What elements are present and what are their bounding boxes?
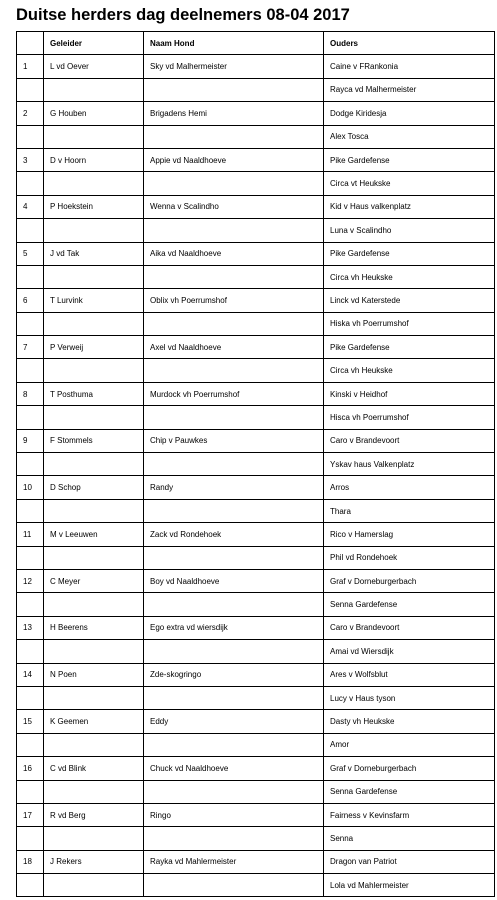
empty-cell: [17, 359, 44, 382]
parent-sire: Dasty vh Heukske: [324, 710, 495, 733]
table-row: [17, 523, 495, 546]
handler-name: T Posthuma: [44, 382, 144, 405]
parent-sire: Kinski v Heidhof: [324, 382, 495, 405]
dog-name: Oblix vh Poerrumshof: [144, 289, 324, 312]
empty-cell: [44, 78, 144, 101]
parent-sire: Caine v FRankonia: [324, 55, 495, 78]
parent-sire: Pike Gardefense: [324, 148, 495, 171]
parent-dam: Rayca vd Malhermeister: [324, 78, 495, 101]
empty-cell: [17, 640, 44, 663]
empty-cell: [44, 499, 144, 522]
handler-name: M v Leeuwen: [44, 523, 144, 546]
empty-cell: [144, 265, 324, 288]
table-row-sub: [17, 406, 495, 429]
empty-cell: [44, 265, 144, 288]
entry-number: 12: [17, 569, 44, 592]
handler-name: P Verweij: [44, 336, 144, 359]
parent-sire: Caro v Brandevoort: [324, 616, 495, 639]
parent-sire: Dragon van Patriot: [324, 850, 495, 873]
entry-number: 6: [17, 289, 44, 312]
empty-cell: [144, 640, 324, 663]
empty-cell: [17, 546, 44, 569]
empty-cell: [44, 733, 144, 756]
table-row: [17, 242, 495, 265]
empty-cell: [144, 219, 324, 242]
empty-cell: [44, 593, 144, 616]
empty-cell: [44, 686, 144, 709]
empty-cell: [144, 686, 324, 709]
handler-name: C Meyer: [44, 569, 144, 592]
parent-dam: Thara: [324, 499, 495, 522]
participants-table: [16, 31, 495, 897]
handler-name: H Beerens: [44, 616, 144, 639]
handler-name: G Houben: [44, 102, 144, 125]
empty-cell: [144, 453, 324, 476]
empty-cell: [144, 733, 324, 756]
table-row: [17, 663, 495, 686]
dog-name: Aika vd Naaldhoeve: [144, 242, 324, 265]
table-row-sub: [17, 640, 495, 663]
empty-cell: [17, 219, 44, 242]
header-naam-hond: Naam Hond: [144, 32, 324, 55]
table-row: [17, 382, 495, 405]
empty-cell: [144, 172, 324, 195]
parent-sire: Graf v Dorneburgerbach: [324, 757, 495, 780]
table-row-sub: [17, 499, 495, 522]
dog-name: Zde-skogringo: [144, 663, 324, 686]
parent-dam: Phil vd Rondehoek: [324, 546, 495, 569]
table-row-sub: [17, 125, 495, 148]
entry-number: 1: [17, 55, 44, 78]
parent-dam: Senna Gardefense: [324, 593, 495, 616]
empty-cell: [44, 219, 144, 242]
handler-name: P Hoekstein: [44, 195, 144, 218]
entry-number: 17: [17, 803, 44, 826]
empty-cell: [44, 172, 144, 195]
table-row: [17, 803, 495, 826]
parent-dam: Alex Tosca: [324, 125, 495, 148]
parent-sire: Pike Gardefense: [324, 336, 495, 359]
parent-sire: Pike Gardefense: [324, 242, 495, 265]
empty-cell: [144, 312, 324, 335]
table-row: [17, 195, 495, 218]
empty-cell: [44, 125, 144, 148]
dog-name: Axel vd Naaldhoeve: [144, 336, 324, 359]
handler-name: T Lurvink: [44, 289, 144, 312]
empty-cell: [44, 874, 144, 897]
empty-cell: [144, 78, 324, 101]
handler-name: F Stommels: [44, 429, 144, 452]
table-row-sub: [17, 172, 495, 195]
handler-name: N Poen: [44, 663, 144, 686]
entry-number: 2: [17, 102, 44, 125]
entry-number: 13: [17, 616, 44, 639]
table-row: [17, 476, 495, 499]
entry-number: 10: [17, 476, 44, 499]
empty-cell: [17, 780, 44, 803]
empty-cell: [44, 827, 144, 850]
parent-sire: Kid v Haus valkenplatz: [324, 195, 495, 218]
table-row: [17, 616, 495, 639]
dog-name: Zack vd Rondehoek: [144, 523, 324, 546]
table-body: [17, 55, 495, 897]
empty-cell: [17, 733, 44, 756]
table-row-sub: [17, 312, 495, 335]
empty-cell: [17, 453, 44, 476]
parent-dam: Senna: [324, 827, 495, 850]
parent-sire: Fairness v Kevinsfarm: [324, 803, 495, 826]
empty-cell: [17, 406, 44, 429]
handler-name: K Geemen: [44, 710, 144, 733]
table-row-sub: [17, 733, 495, 756]
table-row: [17, 850, 495, 873]
parent-dam: Amor: [324, 733, 495, 756]
table-row: [17, 148, 495, 171]
handler-name: D v Hoorn: [44, 148, 144, 171]
table-row: [17, 429, 495, 452]
empty-cell: [17, 312, 44, 335]
handler-name: L vd Oever: [44, 55, 144, 78]
dog-name: Sky vd Malhermeister: [144, 55, 324, 78]
dog-name: Chip v Pauwkes: [144, 429, 324, 452]
entry-number: 5: [17, 242, 44, 265]
empty-cell: [17, 78, 44, 101]
parent-dam: Amai vd Wiersdijk: [324, 640, 495, 663]
parent-sire: Arros: [324, 476, 495, 499]
parent-dam: Lucy v Haus tyson: [324, 686, 495, 709]
parent-sire: Dodge Kiridesja: [324, 102, 495, 125]
parent-dam: Senna Gardefense: [324, 780, 495, 803]
dog-name: Chuck vd Naaldhoeve: [144, 757, 324, 780]
table-row-sub: [17, 686, 495, 709]
table-row: [17, 289, 495, 312]
table-row-sub: [17, 546, 495, 569]
parent-dam: Luna v Scalindho: [324, 219, 495, 242]
empty-cell: [44, 780, 144, 803]
parent-dam: Lola vd Mahlermeister: [324, 874, 495, 897]
empty-cell: [44, 359, 144, 382]
parent-dam: Yskav haus Valkenplatz: [324, 453, 495, 476]
empty-cell: [144, 874, 324, 897]
parent-sire: Ares v Wolfsblut: [324, 663, 495, 686]
handler-name: J vd Tak: [44, 242, 144, 265]
empty-cell: [144, 499, 324, 522]
empty-cell: [17, 686, 44, 709]
entry-number: 7: [17, 336, 44, 359]
empty-cell: [17, 593, 44, 616]
empty-cell: [144, 827, 324, 850]
handler-name: R vd Berg: [44, 803, 144, 826]
empty-cell: [144, 780, 324, 803]
parent-sire: Linck vd Katerstede: [324, 289, 495, 312]
dog-name: Randy: [144, 476, 324, 499]
dog-name: Eddy: [144, 710, 324, 733]
dog-name: Appie vd Naaldhoeve: [144, 148, 324, 171]
empty-cell: [144, 125, 324, 148]
table-row-sub: [17, 780, 495, 803]
parent-dam: Hisca vh Poerrumshof: [324, 406, 495, 429]
empty-cell: [44, 312, 144, 335]
table-row: [17, 55, 495, 78]
table-row-sub: [17, 593, 495, 616]
page-title: Duitse herders dag deelnemers 08-04 2017: [16, 6, 350, 24]
empty-cell: [44, 453, 144, 476]
table-row: [17, 710, 495, 733]
dog-name: Murdock vh Poerrumshof: [144, 382, 324, 405]
dog-name: Boy vd Naaldhoeve: [144, 569, 324, 592]
table-row-sub: [17, 359, 495, 382]
table-row: [17, 569, 495, 592]
handler-name: J Rekers: [44, 850, 144, 873]
entry-number: 3: [17, 148, 44, 171]
entry-number: 8: [17, 382, 44, 405]
parent-dam: Circa vt Heukske: [324, 172, 495, 195]
empty-cell: [17, 827, 44, 850]
header-ouders: Ouders: [324, 32, 495, 55]
empty-cell: [144, 546, 324, 569]
table-row-sub: [17, 874, 495, 897]
empty-cell: [17, 172, 44, 195]
empty-cell: [17, 874, 44, 897]
parent-sire: Rico v Hamerslag: [324, 523, 495, 546]
dog-name: Wenna v Scalindho: [144, 195, 324, 218]
table-header-row: [17, 32, 495, 55]
handler-name: C vd Blink: [44, 757, 144, 780]
empty-cell: [44, 546, 144, 569]
entry-number: 11: [17, 523, 44, 546]
empty-cell: [144, 593, 324, 616]
empty-cell: [17, 125, 44, 148]
entry-number: 9: [17, 429, 44, 452]
table-row-sub: [17, 265, 495, 288]
table-row: [17, 336, 495, 359]
entry-number: 18: [17, 850, 44, 873]
header-nr: [17, 32, 44, 55]
dog-name: Brigadens Hemi: [144, 102, 324, 125]
empty-cell: [17, 265, 44, 288]
parent-sire: Graf v Dorneburgerbach: [324, 569, 495, 592]
entry-number: 14: [17, 663, 44, 686]
table-row: [17, 757, 495, 780]
header-geleider: Geleider: [44, 32, 144, 55]
empty-cell: [144, 359, 324, 382]
dog-name: Rayka vd Mahlermeister: [144, 850, 324, 873]
table-row-sub: [17, 78, 495, 101]
table-row-sub: [17, 453, 495, 476]
parent-dam: Hiska vh Poerrumshof: [324, 312, 495, 335]
parent-sire: Caro v Brandevoort: [324, 429, 495, 452]
empty-cell: [44, 406, 144, 429]
entry-number: 4: [17, 195, 44, 218]
dog-name: Ringo: [144, 803, 324, 826]
parent-dam: Circa vh Heukske: [324, 265, 495, 288]
table-row: [17, 102, 495, 125]
empty-cell: [17, 499, 44, 522]
entry-number: 15: [17, 710, 44, 733]
entry-number: 16: [17, 757, 44, 780]
table-row-sub: [17, 219, 495, 242]
parent-dam: Circa vh Heukske: [324, 359, 495, 382]
dog-name: Ego extra vd wiersdijk: [144, 616, 324, 639]
handler-name: D Schop: [44, 476, 144, 499]
empty-cell: [44, 640, 144, 663]
empty-cell: [144, 406, 324, 429]
table-row-sub: [17, 827, 495, 850]
